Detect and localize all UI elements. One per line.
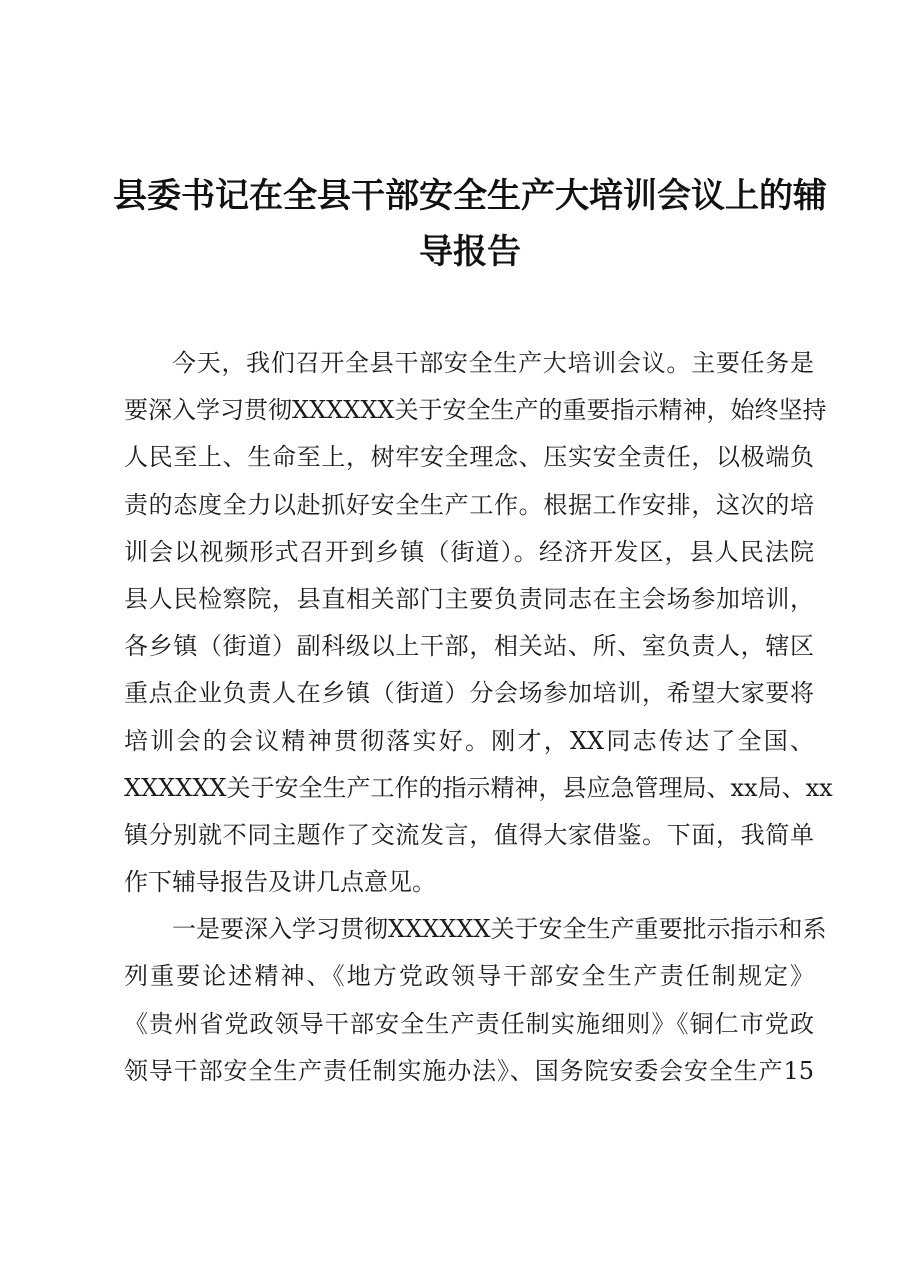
paragraph-line: 县人民检察院，县直相关部门主要负责同志在主会场参加培训，	[124, 584, 814, 613]
paragraph-2	[124, 906, 827, 1095]
title-line-1: 县委书记在全县干部安全生产大培训会议上的辅	[113, 176, 827, 216]
paragraph-line: XXXXXX关于安全生产工作的指示精神，县应急管理局、xx局、xx	[124, 773, 833, 802]
paragraph-line: 今天，我们召开全县干部安全生产大培训会议。主要任务是	[172, 349, 814, 377]
paragraph-line: 要深入学习贯彻XXXXXX关于安全生产的重要指示精神，始终坚持	[124, 396, 827, 425]
paragraph-line: 《贵州省党政领导干部安全生产责任制实施细则》《铜仁市党政	[124, 1009, 814, 1038]
document-body	[124, 340, 833, 1095]
paragraph-line: 责的态度全力以赴抓好安全生产工作。根据工作安排，这次的培	[124, 490, 814, 519]
paragraph-1	[124, 340, 833, 906]
document-title	[110, 168, 830, 280]
paragraph-line: 领导干部安全生产责任制实施办法》、国务院安委会安全生产15	[124, 1056, 814, 1085]
paragraph-line: 人民至上、生命至上，树牢安全理念、压实安全责任，以极端负	[124, 443, 814, 472]
paragraph-line: 作下辅导报告及讲几点意见。	[124, 868, 436, 897]
paragraph-line: 镇分别就不同主题作了交流发言，值得大家借鉴。下面，我简单	[124, 820, 814, 849]
paragraph-line: 各乡镇（街道）副科级以上干部，相关站、所、室负责人，辖区	[124, 632, 814, 661]
title-line-2: 导报告	[419, 232, 521, 272]
paragraph-line: 列重要论述精神、《地方党政领导干部安全生产责任制规定》	[124, 962, 814, 991]
paragraph-line: 重点企业负责人在乡镇（街道）分会场参加培训，希望大家要将	[124, 679, 814, 708]
paragraph-line: 一是要深入学习贯彻XXXXXX关于安全生产重要批示指示和系	[172, 915, 827, 944]
paragraph-line: 训会以视频形式召开到乡镇（街道）。经济开发区，县人民法院	[124, 537, 814, 566]
paragraph-line: 培训会的会议精神贯彻落实好。刚才，XX同志传达了全国、	[124, 726, 814, 755]
